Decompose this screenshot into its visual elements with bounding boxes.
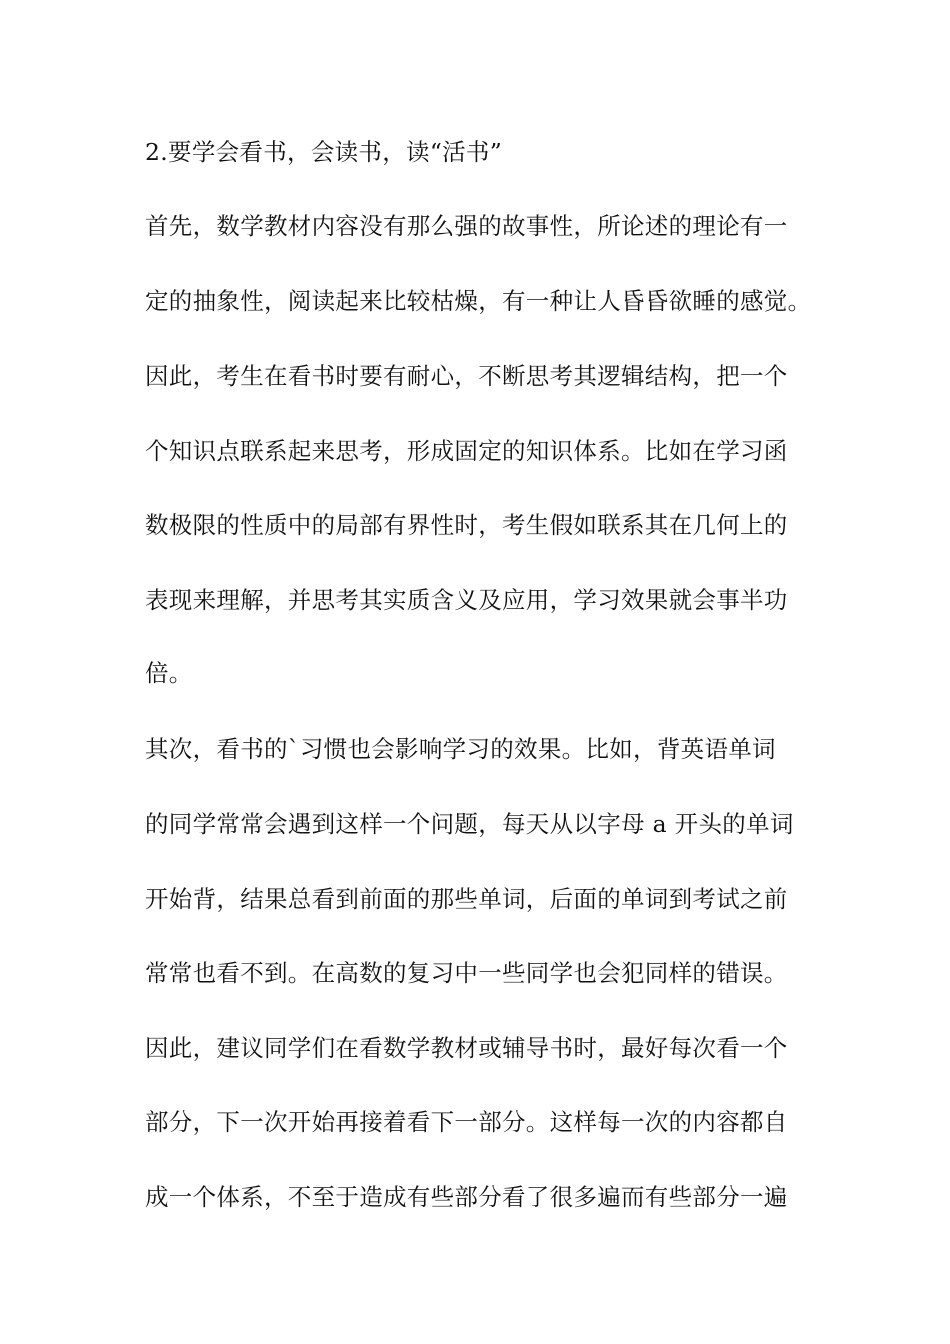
text-line: 开始背，结果总看到前面的那些单词，后面的单词到考试之前 [145,885,788,913]
section-heading: 2.要学会看书，会读书，读“活书” [145,138,503,166]
text-line: 表现来理解，并思考其实质含义及应用，学习效果就会事半功 [145,586,788,614]
text-line: 的同学常常会遇到这样一个问题，每天从以字母 a 开头的单词 [145,810,794,838]
text-line: 常常也看不到。在高数的复习中一些同学也会犯同样的错误。 [145,959,788,987]
text-line: 因此，考生在看书时要有耐心，不断思考其逻辑结构，把一个 [145,362,788,390]
text-line: 数极限的性质中的局部有界性时，考生假如联系其在几何上的 [145,511,788,539]
text-line: 定的抽象性，阅读起来比较枯燥，有一种让人昏昏欲睡的感觉。 [145,287,812,315]
text-line: 个知识点联系起来思考，形成固定的知识体系。比如在学习函 [145,437,788,465]
text-line: 部分，下一次开始再接着看下一部分。这样每一次的内容都自 [145,1108,788,1136]
text-line: 成一个体系，不至于造成有些部分看了很多遍而有些部分一遍 [145,1183,788,1211]
text-line: 倍。 [145,659,193,687]
text-line: 因此，建议同学们在看数学教材或辅导书时，最好每次看一个 [145,1034,788,1062]
text-line: 其次，看书的`习惯也会影响学习的效果。比如，背英语单词 [145,735,776,763]
text-line: 首先，数学教材内容没有那么强的故事性，所论述的理论有一 [145,212,788,240]
